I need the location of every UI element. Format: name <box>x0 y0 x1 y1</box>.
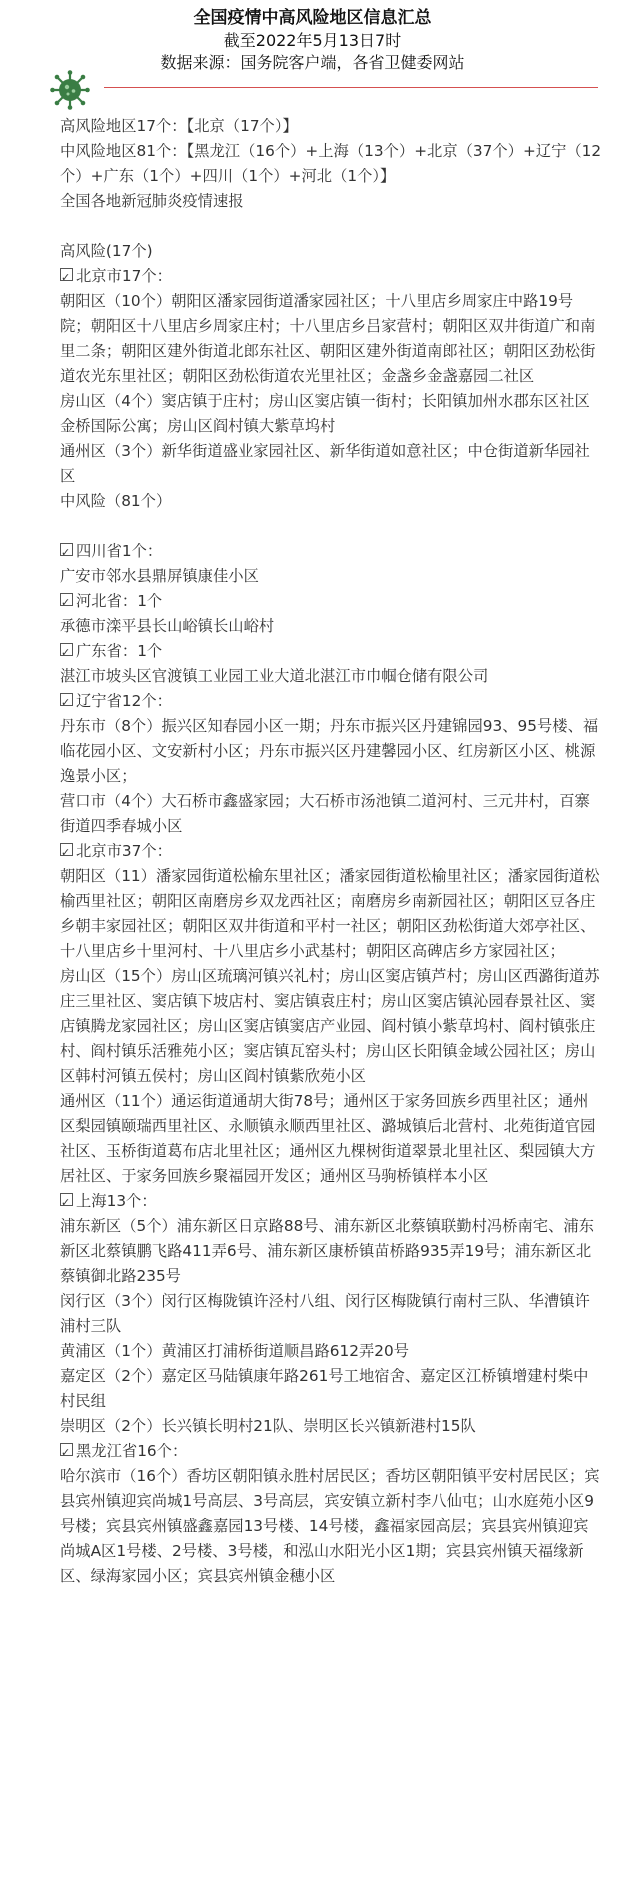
header-divider <box>104 87 598 88</box>
checkbox-icon <box>60 543 73 556</box>
spacer <box>60 214 603 239</box>
checkbox-icon <box>60 1193 73 1206</box>
district-entry: 崇明区（2个）长兴镇长明村21队、崇明区长兴镇新港村15队 <box>60 1417 476 1435</box>
region-heading-label: 上海13个： <box>76 1192 157 1210</box>
region-heading-label: 北京市17个： <box>76 267 172 285</box>
district-entry: 广安市邻水县鼎屏镇康佳小区 <box>60 567 259 585</box>
district-entry: 房山区（15个）房山区琉璃河镇兴礼村；房山区窦店镇芦村；房山区西潞街道苏庄三里社区、窦店镇下坡店村、窦店镇袁庄村；房山区窦店镇沁园春景社区、窦店镇腾龙家园社区；房山区窦店镇窦店产业园、阎村镇小紫草坞村、阎村镇张庄村、阎村镇乐活雅苑小区；窦店镇瓦窑头村；房山区长阳镇金域公园社区；房山区韩村河镇五侯村；房山区阎村镇紫欣苑小区 <box>60 967 600 1085</box>
checkbox-icon <box>60 693 73 706</box>
page-header <box>0 0 625 100</box>
district-entry: 湛江市坡头区官渡镇工业园工业大道北湛江市巾帼仓储有限公司 <box>60 667 489 685</box>
region-heading-label: 辽宁省12个： <box>76 692 172 710</box>
high-risk-summary: 高风险地区17个：【北京（17个）】 <box>60 117 298 135</box>
region-heading-liaoning <box>60 689 603 714</box>
district-entry: 通州区（3个）新华街道盛业家园社区、新华街道如意社区；中仓街道新华园社区 <box>60 442 590 485</box>
district-entry: 丹东市（8个）振兴区知春园小区一期；丹东市振兴区丹建锦园93、95号楼、福临花园小区、文安新村小区；丹东市振兴区丹建馨园小区、红房新区小区、桃源逸景小区； <box>60 717 599 785</box>
district-entry: 营口市（4个）大石桥市鑫盛家园；大石桥市汤池镇二道河村、三元井村，百寨街道四季春城小区 <box>60 792 590 835</box>
checkbox-icon <box>60 843 73 856</box>
district-entry: 闵行区（3个）闵行区梅陇镇许泾村八组、闵行区梅陇镇行南村三队、华漕镇许浦村三队 <box>60 1292 590 1335</box>
region-heading-label: 河北省：1个 <box>76 592 163 610</box>
region-heading-beijing-mid <box>60 839 603 864</box>
region-heading-guangdong <box>60 639 603 664</box>
district-entry: 通州区（11个）通运街道通胡大街78号；通州区于家务回族乡西里社区；通州区梨园镇颐瑞西里社区、永顺镇永顺西里社区、潞城镇后北营村、北苑街道官园社区、玉桥街道葛布店北里社区；通州区九棵树街道翠景北里社区、梨园镇大方居社区、于家务回族乡聚福园开发区；通州区马驹桥镇样本小区 <box>60 1092 596 1185</box>
checkbox-icon <box>60 593 73 606</box>
district-entry: 房山区（4个）窦店镇于庄村；房山区窦店镇一街村；长阳镇加州水郡东区社区金桥国际公寓；房山区阎村镇大紫草坞村 <box>60 392 590 435</box>
article-body <box>0 100 625 1589</box>
spacer <box>60 514 603 539</box>
district-entry: 黄浦区（1个）黄浦区打浦桥街道顺昌路612弄20号 <box>60 1342 410 1360</box>
district-entry: 浦东新区（5个）浦东新区日京路88号、浦东新区北蔡镇联勤村冯桥南宅、浦东新区北蔡镇鹏飞路411弄6号、浦东新区康桥镇苗桥路935弄19号；浦东新区北蔡镇御北路235号 <box>60 1217 594 1285</box>
region-heading-label: 四川省1个： <box>76 542 163 560</box>
header-text <box>0 0 625 74</box>
region-heading-hebei <box>60 589 603 614</box>
district-entry: 哈尔滨市（16个）香坊区朝阳镇永胜村居民区；香坊区朝阳镇平安村居民区；宾县宾州镇迎宾尚城1号高层、3号高层，宾安镇立新村李八仙屯；山水庭苑小区9号楼；宾县宾州镇盛鑫嘉园13号楼、14号楼，鑫福家园高层；宾县宾州镇迎宾尚城A区1号楼、2号楼、3号楼，和泓山水阳光小区1期；宾县宾州镇天福缘新区、绿海家园小区；宾县宾州镇金穗小区 <box>60 1467 600 1585</box>
mid-risk-heading: 中风险（81个） <box>60 492 172 510</box>
region-heading-label: 黑龙江省16个： <box>76 1442 188 1460</box>
report-title: 全国各地新冠肺炎疫情速报 <box>60 192 244 210</box>
date-subtitle: 截至2022年5月13日7时 <box>223 31 402 50</box>
district-entry: 嘉定区（2个）嘉定区马陆镇康年路261号工地宿舍、嘉定区江桥镇增建村柴中村民组 <box>60 1367 589 1410</box>
virus-icon <box>50 70 90 110</box>
high-risk-heading: 高风险(17个) <box>60 242 153 260</box>
district-entry: 承德市滦平县长山峪镇长山峪村 <box>60 617 275 635</box>
checkbox-icon <box>60 1443 73 1456</box>
page-title: 全国疫情中高风险地区信息汇总 <box>193 8 432 28</box>
region-heading-label: 北京市37个： <box>76 842 172 860</box>
checkbox-icon <box>60 268 73 281</box>
region-heading-sichuan <box>60 539 603 564</box>
data-source: 数据来源：国务院客户端，各省卫健委网站 <box>160 53 465 72</box>
region-heading-shanghai <box>60 1189 603 1214</box>
mid-risk-summary: 中风险地区81个：【黑龙江（16个）+上海（13个）+北京（37个）+辽宁（12个）+广东（1个）+四川（1个）+河北（1个）】 <box>60 142 602 185</box>
region-heading-label: 广东省：1个 <box>76 642 163 660</box>
district-entry: 朝阳区（11）潘家园街道松榆东里社区；潘家园街道松榆里社区；潘家园街道松榆西里社区；朝阳区南磨房乡双龙西社区；南磨房乡南新园社区；朝阳区豆各庄乡朝丰家园社区；朝阳区双井街道和平村一社区；朝阳区劲松街道大郊亭社区、十八里店乡十里河村、十八里店乡小武基村；朝阳区高碑店乡方家园社区； <box>60 867 600 960</box>
district-entry: 朝阳区（10个）朝阳区潘家园街道潘家园社区；十八里店乡周家庄中路19号院；朝阳区十八里店乡周家庄村；十八里店乡吕家营村；朝阳区双井街道广和南里二条；朝阳区建外街道北郎东社区、朝阳区建外街道南郎社区；朝阳区劲松街道农光东里社区；朝阳区劲松街道农光里社区；金盏乡金盏嘉园二社区 <box>60 292 596 385</box>
checkbox-icon <box>60 643 73 656</box>
region-heading-beijing-high <box>60 264 603 289</box>
region-heading-heilongjiang <box>60 1439 603 1464</box>
